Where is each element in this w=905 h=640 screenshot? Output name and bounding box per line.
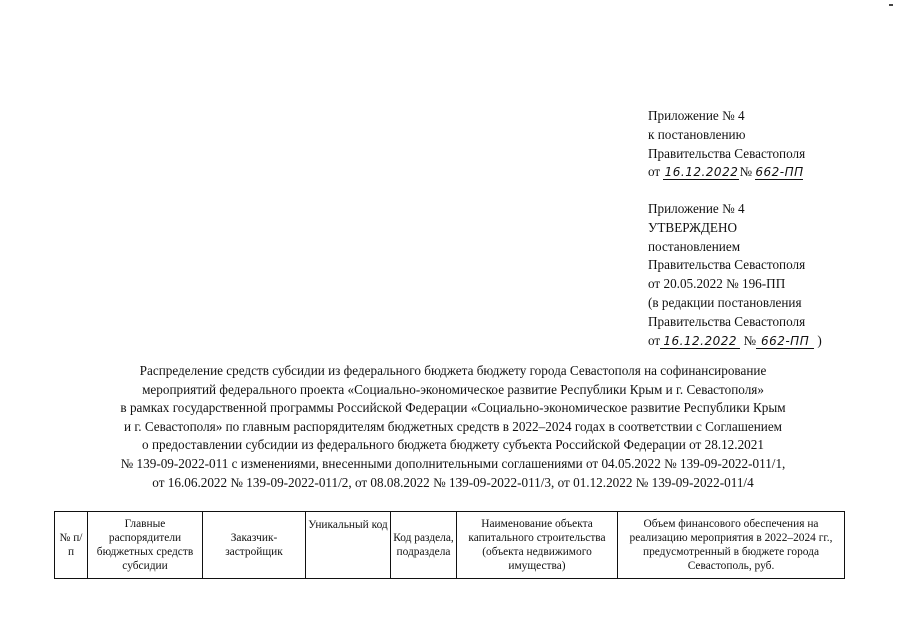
appendix-approved-line6: (в редакции постановления <box>648 294 802 310</box>
appendix-approved-line5: от 20.05.2022 № 196-ПП <box>648 276 786 292</box>
distribution-table <box>54 511 845 579</box>
appendix-approved-line7: Правительства Севастополя <box>648 313 806 329</box>
appendix-approved-line1: Приложение № 4 <box>648 201 745 216</box>
header-number: № п/п <box>55 512 88 579</box>
appendix-top-line3: Правительства Севастополя <box>648 145 806 161</box>
appendix-approved-line3: постановлением <box>648 238 741 254</box>
title-line: и г. Севастополя» по главным распорядителям бюджетных средств в 2022–2024 годах в соответствии с Соглашением <box>123 418 783 434</box>
title-line: от 16.06.2022 № 139-09-2022-011/2, от 08.08.2022 № 139-09-2022-011/3, от 01.12.2022 № 139-09-2022-011/4 <box>152 474 754 490</box>
appendix-top-num-sign: № <box>739 164 753 180</box>
appendix-top-from: от <box>648 164 661 180</box>
header-financing-volume: Объем финансового обеспечения на реализацию мероприятия в 2022–2024 гг., предусмотренный в бюджете города Севастополь, руб. <box>618 512 845 579</box>
appendix-approved-reference <box>648 332 822 351</box>
appendix-approved-close-paren: ) <box>817 332 822 348</box>
appendix-approved <box>648 200 822 350</box>
title-line: в рамках государственной программы Российской Федерации «Социально-экономическое развитие Республики Крым <box>120 400 786 416</box>
header-customer-developer: Заказчик-застройщик <box>203 512 306 579</box>
title-line: № 139-09-2022-011 с изменениями, внесенными дополнительными соглашениями от 04.05.2022 № 139-09-2022-011/1, <box>120 455 786 471</box>
header-budget-managers: Главные распорядители бюджетных средств субсидии <box>88 512 203 579</box>
appendix-approved-line2: УТВЕРЖДЕНО <box>648 219 738 235</box>
handwritten-date-top: 16.12.2022 <box>664 165 739 180</box>
title-line: Распределение средств субсидии из федерального бюджета бюджету города Севастополя на софинансирование <box>139 363 767 378</box>
handwritten-number-top: 662-ПП <box>755 165 804 180</box>
appendix-approved-line4: Правительства Севастополя <box>648 257 806 273</box>
appendix-top-reference <box>648 163 805 182</box>
appendix-approved-from: от <box>648 332 661 348</box>
appendix-top-line2: к постановлению <box>648 126 746 142</box>
appendix-approved-num-sign: № <box>743 332 757 348</box>
title-line: мероприятий федерального проекта «Социально-экономическое развитие Республики Крым и г. Севастополя» <box>142 381 764 397</box>
title-line: о предоставлении субсидии из федерального бюджета бюджету субъекта Российской Федерации от 28.12.2021 <box>142 437 764 453</box>
handwritten-number-approved: 662-ПП <box>756 334 814 349</box>
header-unique-code: Уникальный код <box>306 512 391 579</box>
document-title <box>40 362 866 492</box>
header-object-name: Наименование объекта капитального строительства (объекта недвижимого имущества) <box>457 512 618 579</box>
header-section-code: Код раздела, подраздела <box>391 512 457 579</box>
corner-mark <box>889 4 893 6</box>
appendix-top <box>648 107 805 182</box>
handwritten-date-approved: 16.12.2022 <box>660 334 740 349</box>
appendix-top-line1: Приложение № 4 <box>648 108 745 123</box>
table-header-row <box>55 512 845 579</box>
